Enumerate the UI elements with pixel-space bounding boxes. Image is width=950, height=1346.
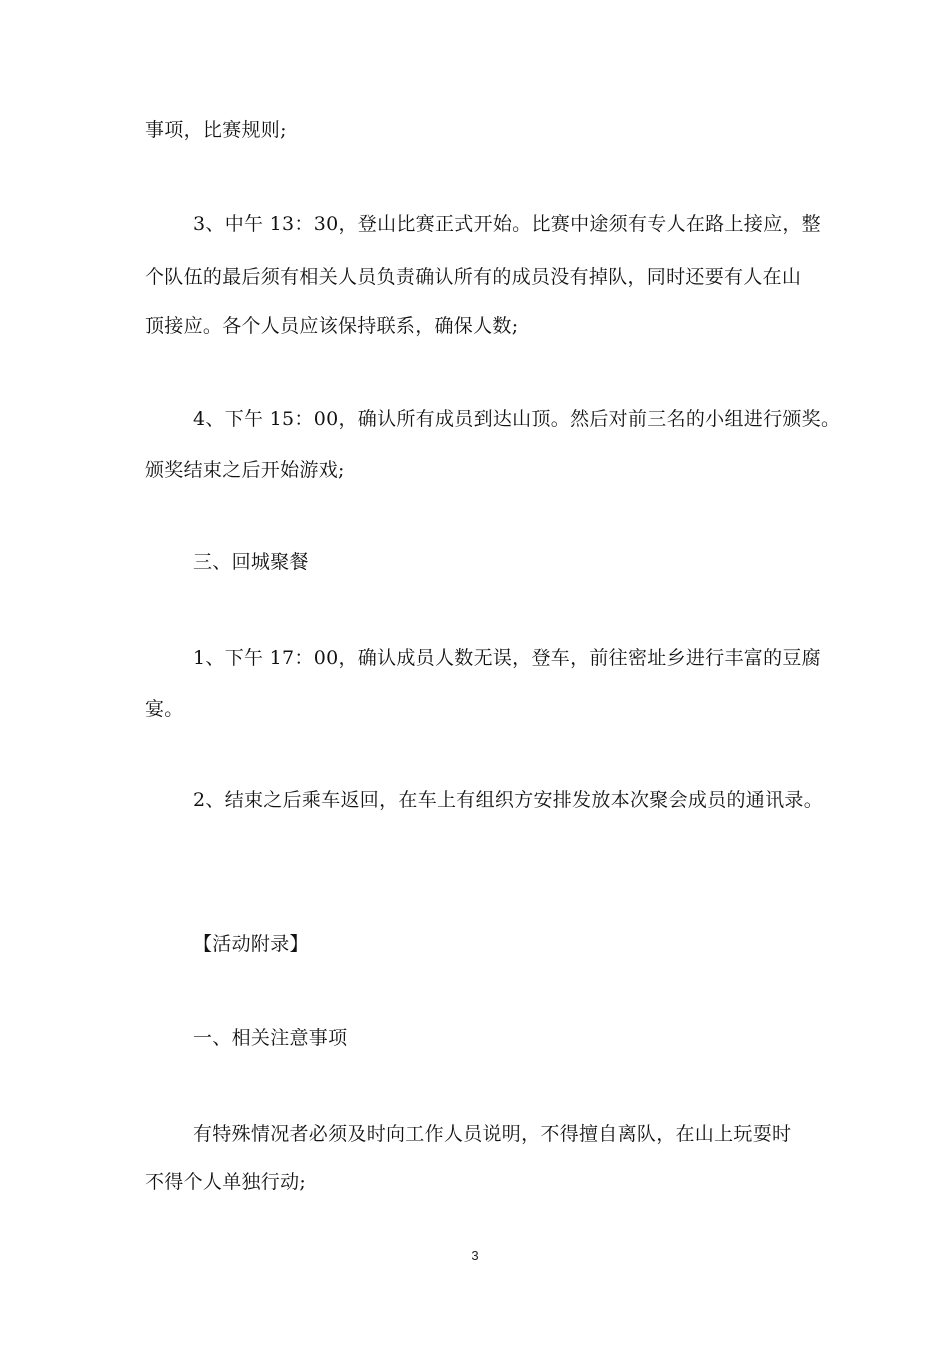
section-heading-notes: 一、相关注意事项: [193, 1027, 348, 1049]
text-line-8: 1、下午 17：00，确认成员人数无误，登车，前往密址乡进行丰富的豆腐: [193, 647, 821, 669]
text-line-10: 2、结束之后乘车返回，在车上有组织方安排发放本次聚会成员的通讯录。: [193, 789, 823, 811]
text-line-2: 3、中午 13：30，登山比赛正式开始。比赛中途须有专人在路上接应，整: [193, 213, 821, 235]
text-line-1: 事项，比赛规则;: [145, 119, 287, 141]
text-line-6: 颁奖结束之后开始游戏;: [145, 459, 345, 481]
text-line-13: 有特殊情况者必须及时向工作人员说明，不得擅自离队，在山上玩耍时: [193, 1123, 792, 1145]
text-line-5: 4、下午 15：00，确认所有成员到达山顶。然后对前三名的小组进行颁奖。: [193, 408, 841, 430]
page-number: 3: [471, 1248, 479, 1263]
text-line-9: 宴。: [145, 698, 184, 720]
appendix-heading: 【活动附录】: [193, 933, 309, 955]
text-line-14: 不得个人单独行动;: [145, 1171, 307, 1193]
text-line-4: 顶接应。各个人员应该保持联系，确保人数;: [145, 315, 519, 337]
section-heading-return-dinner: 三、回城聚餐: [193, 551, 309, 573]
text-line-3: 个队伍的最后须有相关人员负责确认所有的成员没有掉队，同时还要有人在山: [145, 266, 802, 288]
